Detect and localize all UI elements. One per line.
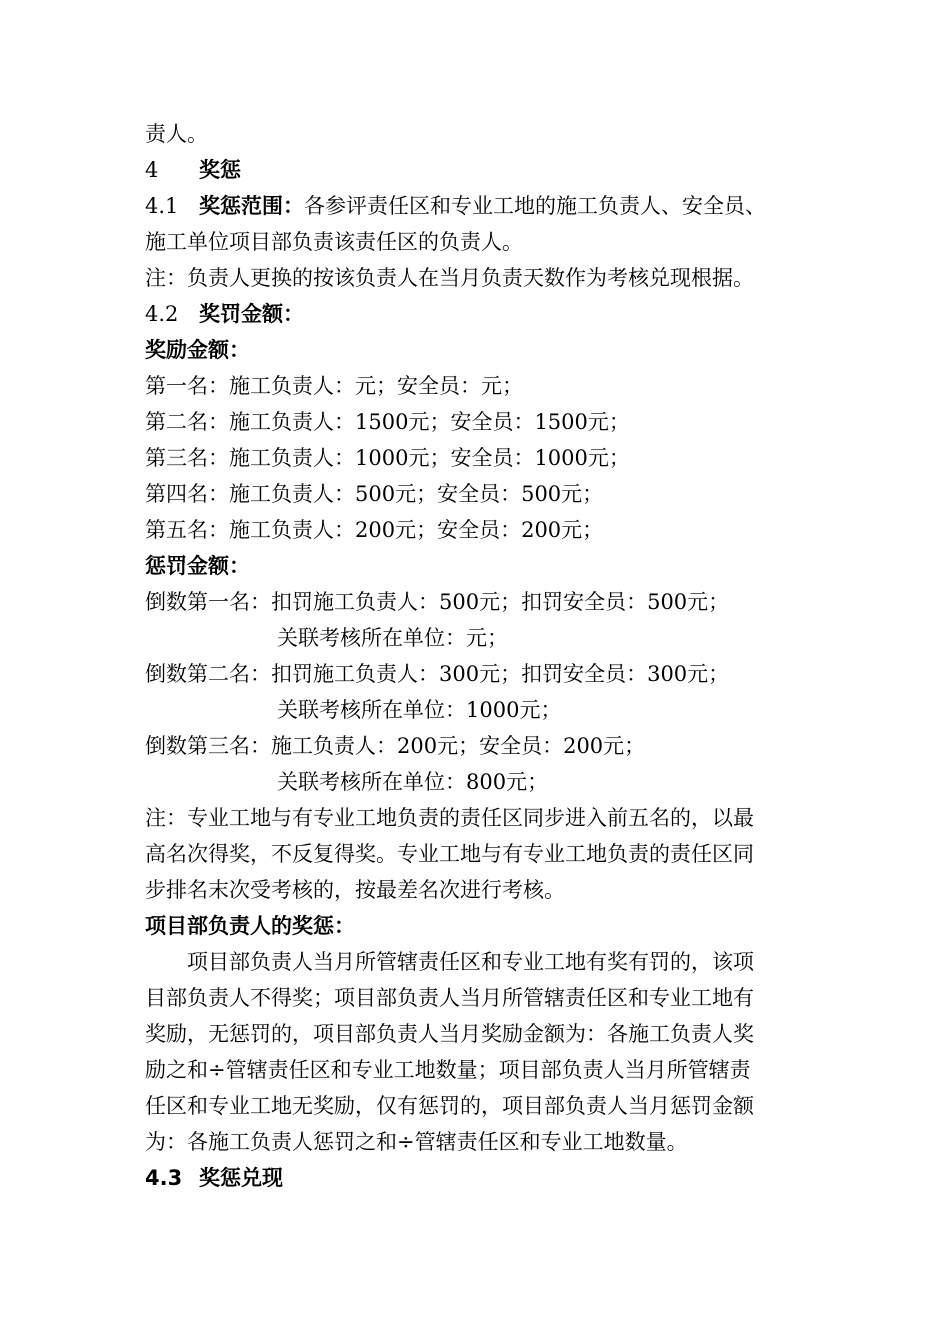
section-title: 奖惩 — [199, 158, 241, 182]
reward-line: 第三名：施工负责人：1000元；安全员：1000元； — [145, 446, 630, 470]
pm-paragraph-line: 为：各施工负责人惩罚之和÷管辖责任区和专业工地数量。 — [145, 1130, 688, 1154]
pm-paragraph-line: 目部负责人不得奖；项目部负责人当月所管辖责任区和专业工地有 — [145, 986, 754, 1010]
penalty-unit-line: 关联考核所在单位：1000元； — [277, 698, 562, 722]
continuation-text: 责人。 — [145, 122, 208, 146]
penalty-unit-line: 关联考核所在单位：800元； — [277, 770, 549, 794]
section-4-heading — [145, 152, 805, 188]
section-label: 奖惩兑现 — [199, 1166, 283, 1190]
pm-paragraph-line: 励之和÷管辖责任区和专业工地数量；项目部负责人当月所管辖责 — [145, 1058, 751, 1082]
section-number: 4.2 — [145, 302, 179, 326]
reward-line: 第四名：施工负责人：500元；安全员：500元； — [145, 482, 604, 506]
section-number: 4.3 — [145, 1166, 183, 1190]
pm-title: 项目部负责人的奖惩： — [145, 914, 355, 938]
reward-line: 第一名：施工负责人：元；安全员：元； — [145, 374, 523, 398]
note-2-line: 步排名末次受考核的，按最差名次进行考核。 — [145, 878, 565, 902]
document-page — [145, 116, 805, 1196]
section-4-2-heading — [145, 296, 805, 332]
section-4-3-heading — [145, 1160, 805, 1196]
penalty-title: 惩罚金额： — [145, 554, 250, 578]
note-1: 注：负责人更换的按该负责人在当月负责天数作为考核兑现根据。 — [145, 266, 754, 290]
pm-paragraph-line: 任区和专业工地无奖励，仅有惩罚的，项目部负责人当月惩罚金额 — [145, 1094, 754, 1118]
penalty-line: 倒数第二名：扣罚施工负责人：300元；扣罚安全员：300元； — [145, 662, 730, 686]
section-label: 奖惩范围： — [199, 194, 304, 218]
pm-paragraph-line: 项目部负责人当月所管辖责任区和专业工地有奖有罚的，该项 — [187, 950, 754, 974]
section-4-1-line-1 — [145, 188, 805, 224]
pm-paragraph-line: 奖励，无惩罚的，项目部负责人当月奖励金额为：各施工负责人奖 — [145, 1022, 754, 1046]
reward-line: 第二名：施工负责人：1500元；安全员：1500元； — [145, 410, 630, 434]
section-number: 4.1 — [145, 194, 179, 218]
reward-title: 奖励金额： — [145, 338, 250, 362]
reward-line: 第五名：施工负责人：200元；安全员：200元； — [145, 518, 604, 542]
note-2-line: 注：专业工地与有专业工地负责的责任区同步进入前五名的，以最 — [145, 806, 754, 830]
section-number: 4 — [145, 158, 159, 182]
section-4-1-line-2: 施工单位项目部负责该责任区的负责人。 — [145, 230, 523, 254]
note-2-line: 高名次得奖，不反复得奖。专业工地与有专业工地负责的责任区同 — [145, 842, 754, 866]
section-label: 奖罚金额： — [199, 302, 304, 326]
penalty-line: 倒数第一名：扣罚施工负责人：500元；扣罚安全员：500元； — [145, 590, 730, 614]
penalty-line: 倒数第三名：施工负责人：200元；安全员：200元； — [145, 734, 646, 758]
penalty-unit-line: 关联考核所在单位：元； — [277, 626, 508, 650]
section-text: 各参评责任区和专业工地的施工负责人、安全员、 — [304, 194, 766, 218]
